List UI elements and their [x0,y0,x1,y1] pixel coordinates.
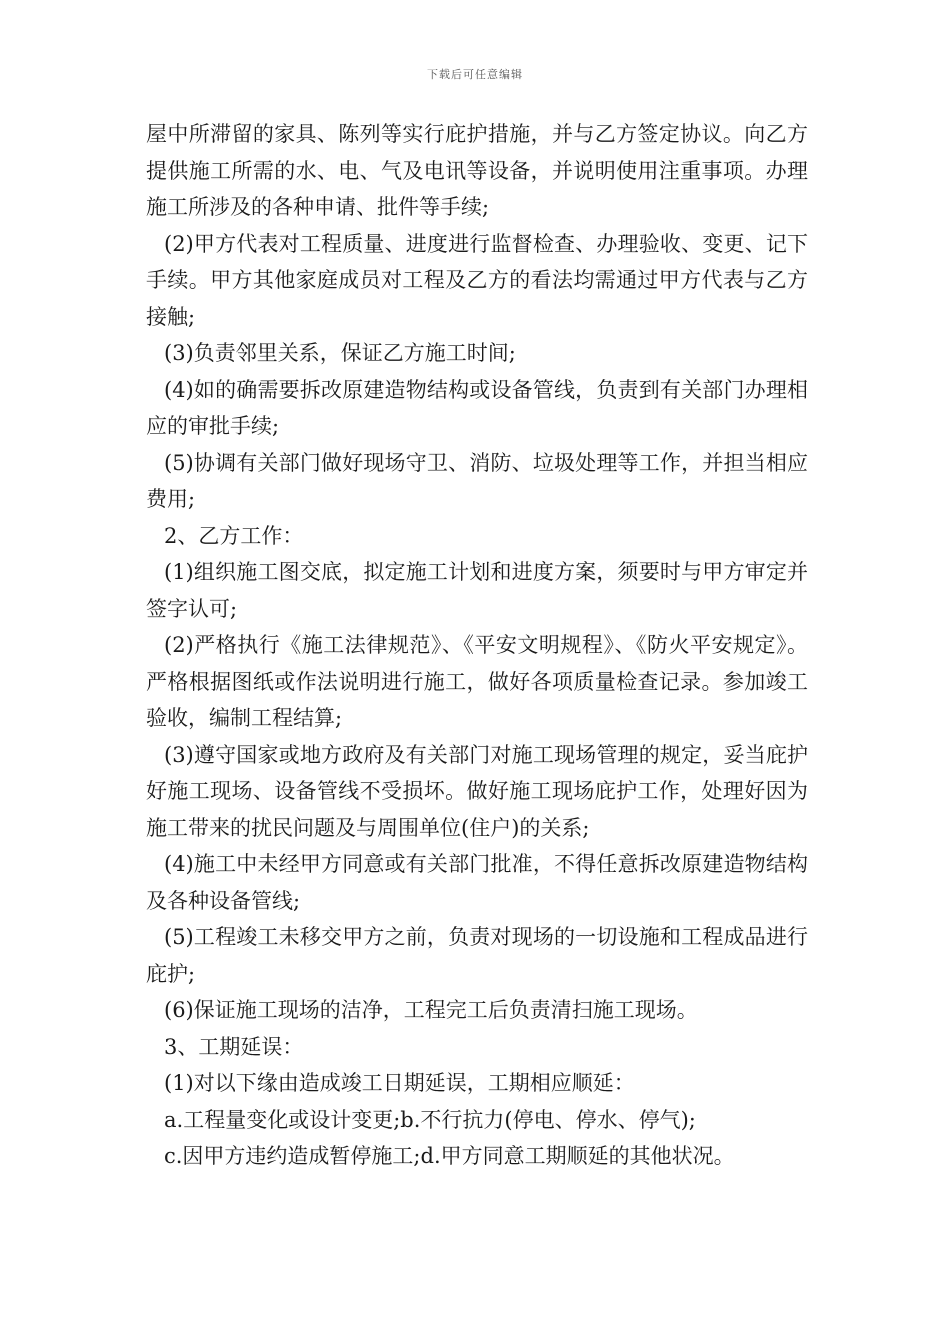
paragraph-standards-compliance: (2)严格执行《施工法律规范》、《平安文明规程》、《防火平安规定》。严格根据图纸或作法说明进行施工，做好各项质量检查记录。参加竣工验收，编制工程结算; [146,633,808,730]
paragraph-neighbor-relations: (3)负责邻里关系，保证乙方施工时间; [164,341,516,365]
paragraph-owner-duties-cont: 屋中所滞留的家具、陈列等实行庇护措施，并与乙方签定协议。向乙方提供施工所需的水、电、气及电讯等设备，并说明使用注重事项。办理施工所涉及的各种申请、批件等手续; [146,122,808,219]
paragraph-site-management: (3)遵守国家或地方政府及有关部门对施工现场管理的规定，妥当庇护好施工现场、设备管线不受损坏。做好施工现场庇护工作，处理好因为施工带来的扰民问题及与周围单位(住户)的关系; [146,742,808,840]
paragraph-delay-causes-cd: c.因甲方违约造成暂停施工;d.甲方同意工期顺延的其他状况。 [164,1144,735,1168]
page-header: 下载后可任意编辑 [427,68,523,81]
paragraph-owner-rep-supervision: (2)甲方代表对工程质量、进度进行监督检查、办理验收、变更、记下手续。甲方其他家庭成员对工程及乙方的看法均需通过甲方代表与乙方接触; [146,231,808,329]
section-heading-contractor-work: 2、乙方工作： [164,523,304,548]
paragraph-delay-causes: (1)对以下缘由造成竣工日期延误，工期相应顺延： [164,1071,635,1095]
section-heading-schedule-delay: 3、工期延误： [164,1034,304,1059]
paragraph-no-unauthorized-changes: (4)施工中未经甲方同意或有关部门批准，不得任意拆改原建造物结构及各种设备管线; [146,852,808,913]
document-body [146,116,808,1175]
paragraph-protect-before-handover: (5)工程竣工未移交甲方之前，负责对现场的一切设施和工程成品进行庇护; [146,925,808,986]
paragraph-delay-causes-ab: a.工程量变化或设计变更;b.不行抗力(停电、停水、停气); [164,1107,696,1132]
paragraph-site-coordination: (5)协调有关部门做好现场守卫、消防、垃圾处理等工作，并担当相应费用; [146,450,808,511]
paragraph-structure-approval: (4)如的确需要拆改原建造物结构或设备管线，负责到有关部门办理相应的审批手续; [146,377,808,438]
paragraph-construction-plan: (1)组织施工图交底，拟定施工计划和进度方案，须要时与甲方审定并签字认可; [146,560,808,621]
paragraph-site-cleanliness: (6)保证施工现场的洁净，工程完工后负责清扫施工现场。 [164,998,698,1022]
